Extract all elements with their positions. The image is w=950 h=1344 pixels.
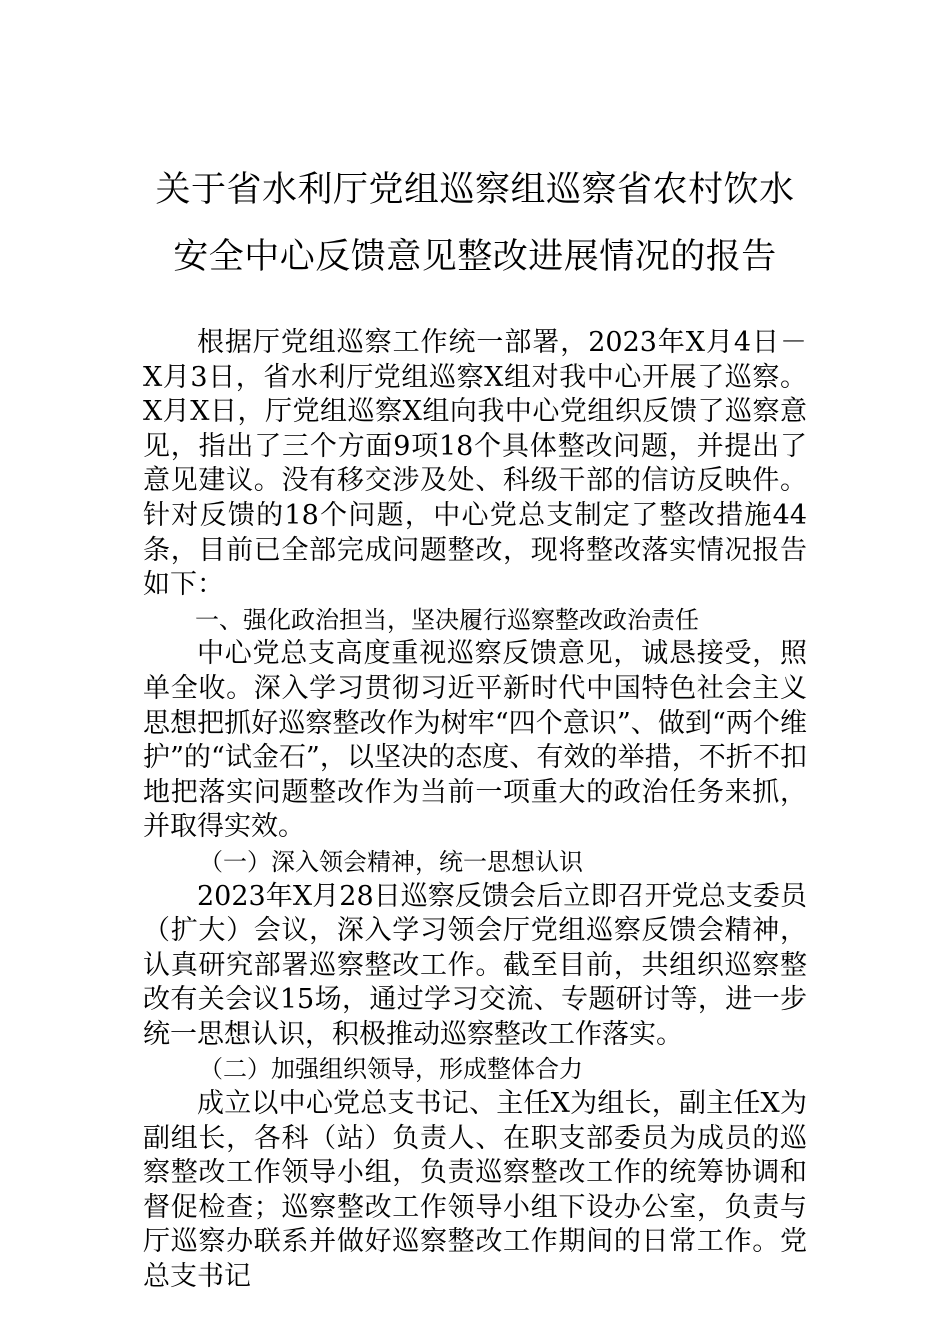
section-heading-1: 一、强化政治担当，坚决履行巡察整改政治责任 [195, 605, 699, 634]
document-title-line-1: 关于省水利厅党组巡察组巡察省农村饮水 [155, 170, 795, 210]
document-title-line-2: 安全中心反馈意见整改进展情况的报告 [173, 237, 777, 277]
paragraph-section-1: 中心党总支高度重视巡察反馈意见，诚恳接受，照单全收。深入学习贯彻习近平新时代中国特色社会主义思想把抓好巡察整改作为树牢“四个意识”、做到“两个维护”的“试金石”，以坚决的态度、有效的举措，不折不扣地把落实问题整改作为当前一项重大的政治任务来抓，并取得实效。 [143, 638, 807, 843]
paragraph-subsection-1: 2023年X月28日巡察反馈会后立即召开党总支委员（扩大）会议，深入学习领会厅党组巡察反馈会精神，认真研究部署巡察整改工作。截至目前，共组织巡察整改有关会议15场，通过学习交流、专题研讨等，进一步统一思想认识，积极推动巡察整改工作落实。 [143, 880, 807, 1050]
subsection-heading-1: （一）深入领会精神，统一思想认识 [199, 847, 583, 876]
subsection-heading-2: （二）加强组织领导，形成整体合力 [199, 1055, 583, 1084]
paragraph-intro: 根据厅党组巡察工作统一部署，2023年X月4日－X月3日，省水利厅党组巡察X组对我中心开展了巡察。X月X日，厅党组巡察X组向我中心党组织反馈了巡察意见，指出了三个方面9项18个具体整改问题，并提出了意见建议。没有移交涉及处、科级干部的信访反映件。针对反馈的18个问题，中心党总支制定了整改措施44条，目前已全部完成问题整改，现将整改落实情况报告如下： [143, 327, 807, 601]
document-body [143, 326, 807, 1295]
paragraph-subsection-2: 成立以中心党总支书记、主任X为组长，副主任X为副组长，各科（站）负责人、在职支部委员为成员的巡察整改工作领导小组，负责巡察整改工作的统筹协调和督促检查；巡察整改工作领导小组下设办公室，负责与厅巡察办联系并做好巡察整改工作期间的日常工作。党总支书记 [143, 1088, 807, 1293]
